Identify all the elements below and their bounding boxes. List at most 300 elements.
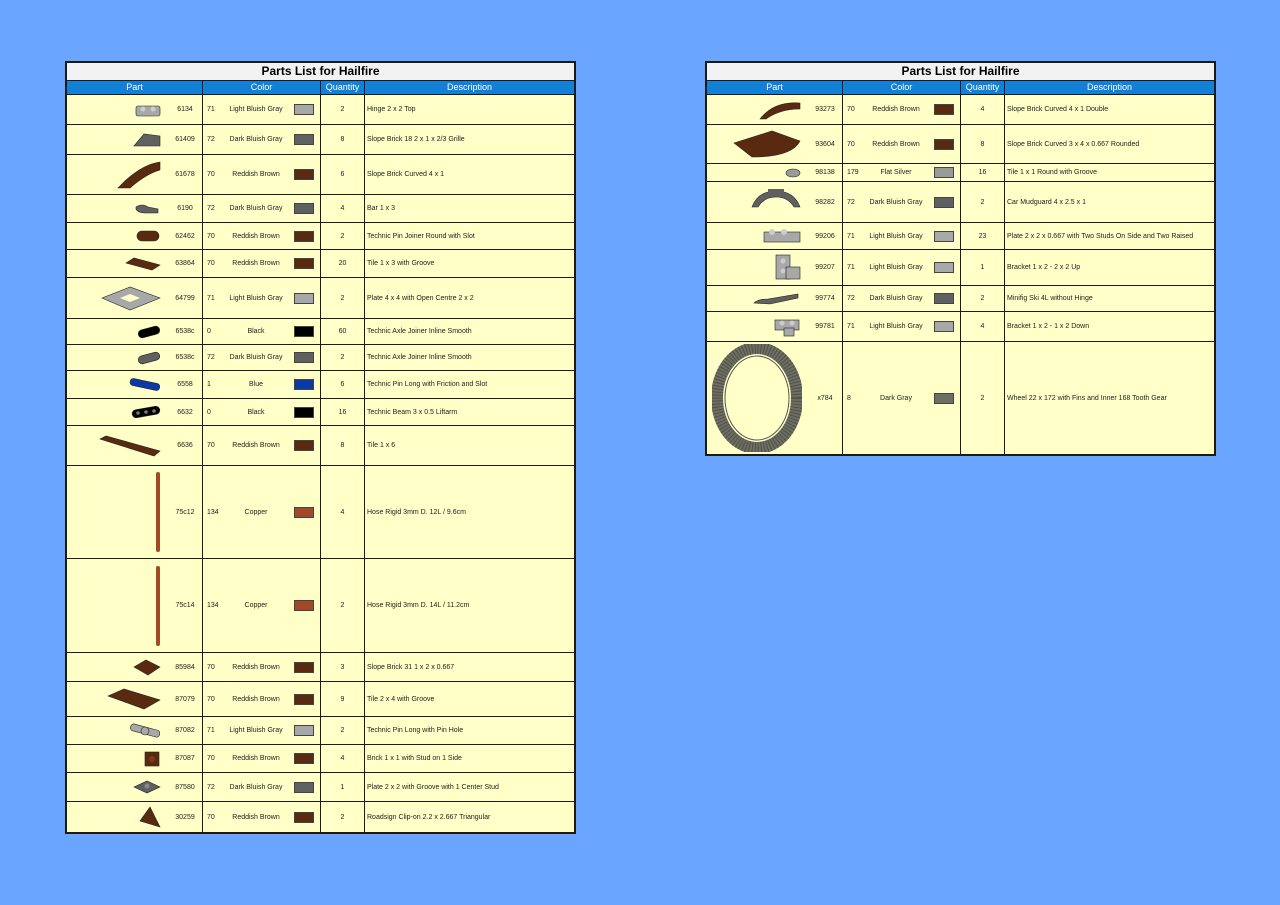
color-swatch	[934, 231, 954, 242]
color-cell	[843, 95, 961, 124]
color-cell	[203, 223, 321, 249]
brick-stud-brown-icon	[67, 745, 168, 772]
color-name: Reddish Brown	[232, 695, 280, 703]
quantity: 1	[961, 250, 1005, 285]
table-row	[67, 465, 574, 558]
color-cell	[203, 745, 321, 772]
part-number: 63864	[175, 260, 195, 267]
description: Roadsign Clip-on 2.2 x 2.667 Triangular	[367, 813, 491, 821]
quantity: 2	[321, 559, 365, 652]
quantity: 8	[321, 125, 365, 154]
part-cell	[67, 399, 203, 425]
table-row	[67, 744, 574, 772]
part-number: 30259	[175, 813, 195, 821]
color-id: 134	[207, 602, 219, 609]
quantity: 4	[321, 466, 365, 558]
long-tile-brown-icon	[67, 426, 168, 465]
color-name: Dark Gray	[880, 394, 912, 402]
part-number: 61409	[175, 136, 195, 143]
part-number: 6190	[177, 205, 193, 212]
color-cell	[203, 345, 321, 370]
header-quantity: Quantity	[961, 81, 1005, 94]
part-cell	[67, 319, 203, 344]
part-cell	[67, 250, 203, 277]
table-row	[707, 94, 1214, 124]
quantity: 6	[321, 155, 365, 194]
color-cell	[843, 182, 961, 222]
color-name: Reddish Brown	[232, 755, 280, 762]
parts-list-title: Parts List for Hailfire	[67, 63, 574, 81]
color-cell	[843, 342, 961, 454]
color-name: Light Bluish Gray	[869, 264, 923, 271]
color-cell	[203, 155, 321, 194]
quantity: 2	[961, 342, 1005, 454]
part-number: 87580	[175, 783, 195, 791]
part-number: 75c14	[175, 602, 195, 609]
color-name: Light Bluish Gray	[229, 727, 283, 734]
gear-wheel-dark-icon	[707, 342, 808, 454]
table-header	[707, 81, 1214, 94]
color-id: 72	[847, 198, 855, 206]
description: Hose Rigid 3mm D. 14L / 11.2cm	[367, 602, 470, 609]
header-part: Part	[67, 81, 203, 94]
table-row	[67, 772, 574, 801]
color-swatch	[294, 379, 314, 390]
color-name: Light Bluish Gray	[869, 232, 923, 240]
color-name: Reddish Brown	[232, 232, 280, 240]
color-name: Reddish Brown	[232, 442, 280, 449]
color-swatch	[934, 321, 954, 332]
color-swatch	[294, 134, 314, 145]
color-cell	[203, 195, 321, 222]
color-id: 70	[207, 663, 215, 671]
color-name: Flat Silver	[880, 169, 912, 176]
color-cell	[203, 682, 321, 716]
quantity: 2	[321, 223, 365, 249]
color-swatch	[934, 393, 954, 404]
parts-list-title: Parts List for Hailfire	[707, 63, 1214, 81]
table-row	[707, 341, 1214, 454]
bracket-up-gray-icon	[707, 250, 808, 285]
color-cell	[203, 717, 321, 744]
color-cell	[843, 312, 961, 341]
color-swatch	[294, 782, 314, 793]
part-cell	[707, 223, 843, 249]
color-id: 70	[207, 755, 215, 762]
parts-table-body	[67, 94, 574, 832]
color-id: 72	[847, 295, 855, 302]
color-id: 0	[207, 328, 211, 335]
color-swatch	[294, 203, 314, 214]
part-cell	[707, 95, 843, 124]
tile-brown-icon	[67, 250, 168, 277]
quantity: 8	[321, 426, 365, 465]
quantity: 4	[321, 195, 365, 222]
quantity: 4	[961, 312, 1005, 341]
quantity: 16	[961, 164, 1005, 181]
header-color: Color	[203, 81, 321, 94]
color-id: 71	[207, 727, 215, 734]
quantity: 2	[321, 717, 365, 744]
color-swatch	[294, 753, 314, 764]
color-name: Light Bluish Gray	[229, 106, 283, 113]
description: Technic Axle Joiner Inline Smooth	[367, 328, 472, 335]
table-row	[67, 652, 574, 681]
color-id: 70	[207, 260, 215, 267]
color-swatch	[294, 694, 314, 705]
color-swatch	[294, 352, 314, 363]
part-cell	[67, 653, 203, 681]
ski-dark-icon	[707, 286, 808, 311]
part-number: 6636	[177, 442, 193, 449]
table-header	[67, 81, 574, 94]
color-name: Dark Bluish Gray	[869, 295, 923, 302]
color-name: Dark Bluish Gray	[229, 136, 283, 143]
description: Brick 1 x 1 with Stud on 1 Side	[367, 755, 462, 762]
part-cell	[67, 125, 203, 154]
curved-double-brown-icon	[707, 95, 808, 124]
color-name: Copper	[244, 602, 268, 609]
quantity: 23	[961, 223, 1005, 249]
description: Tile 2 x 4 with Groove	[367, 695, 435, 703]
part-cell	[707, 125, 843, 163]
part-number: 6558	[177, 381, 193, 388]
color-id: 70	[207, 171, 215, 178]
color-cell	[843, 223, 961, 249]
color-cell	[843, 250, 961, 285]
quantity: 2	[321, 95, 365, 124]
color-swatch	[294, 258, 314, 269]
axle-joiner-black-icon	[67, 319, 168, 344]
part-cell	[67, 278, 203, 318]
color-id: 71	[207, 294, 215, 302]
description: Bar 1 x 3	[367, 205, 396, 212]
description: Technic Pin Joiner Round with Slot	[367, 232, 475, 240]
jumper-plate-dark-icon	[67, 773, 168, 801]
table-row	[67, 318, 574, 344]
axle-joiner-dark-icon	[67, 345, 168, 370]
color-swatch	[294, 231, 314, 242]
table-row	[707, 285, 1214, 311]
table-row	[707, 222, 1214, 249]
table-row	[67, 277, 574, 318]
color-swatch	[294, 169, 314, 180]
part-cell	[67, 682, 203, 716]
round-tile-silver-icon	[707, 164, 808, 181]
part-cell	[707, 164, 843, 181]
color-swatch	[294, 440, 314, 451]
quantity: 4	[321, 745, 365, 772]
table-row	[67, 94, 574, 124]
bar-dark-icon	[67, 195, 168, 222]
hose-copper-icon	[67, 466, 168, 558]
color-id: 70	[207, 813, 215, 821]
part-number: 99781	[815, 323, 835, 330]
part-cell	[67, 717, 203, 744]
open-plate-gray-icon	[67, 278, 168, 318]
description: Slope Brick Curved 4 x 1 Double	[1007, 106, 1109, 113]
liftarm-black-icon	[67, 399, 168, 425]
part-number: 6632	[177, 408, 193, 416]
part-cell	[707, 286, 843, 311]
part-cell	[67, 802, 203, 832]
color-id: 70	[207, 442, 215, 449]
color-id: 71	[847, 264, 855, 271]
header-description: Description	[1086, 82, 1133, 92]
header-color: Color	[843, 81, 961, 94]
color-id: 72	[207, 783, 215, 791]
part-number: 99206	[815, 232, 835, 240]
color-name: Copper	[244, 508, 268, 516]
color-swatch	[934, 262, 954, 273]
pin-long-blue-icon	[67, 371, 168, 398]
plate-gray-icon	[67, 95, 168, 124]
quantity: 4	[961, 95, 1005, 124]
description: Plate 2 x 2 x 0.667 with Two Studs On Side and Two Raised	[1007, 232, 1194, 240]
curved-rounded-brown-icon	[707, 125, 808, 163]
description: Plate 4 x 4 with Open Centre 2 x 2	[367, 294, 474, 302]
color-id: 70	[847, 140, 855, 148]
color-cell	[203, 95, 321, 124]
quantity: 60	[321, 319, 365, 344]
color-name: Reddish Brown	[872, 140, 920, 148]
description: Plate 2 x 2 with Groove with 1 Center Stud	[367, 783, 499, 791]
parts-table-body	[707, 94, 1214, 454]
description: Hose Rigid 3mm D. 12L / 9.6cm	[367, 508, 466, 516]
quantity: 6	[321, 371, 365, 398]
color-cell	[843, 286, 961, 311]
table-row	[707, 311, 1214, 341]
color-cell	[203, 250, 321, 277]
pin-joiner-brown-icon	[67, 223, 168, 249]
part-number: 98138	[815, 169, 835, 176]
color-name: Reddish Brown	[232, 813, 280, 821]
part-number: 75c12	[175, 508, 195, 516]
quantity: 2	[321, 278, 365, 318]
color-id: 70	[207, 232, 215, 240]
color-cell	[203, 773, 321, 801]
color-name: Reddish Brown	[232, 663, 280, 671]
color-id: 71	[207, 106, 215, 113]
color-id: 71	[847, 232, 855, 240]
part-number: 6538c	[175, 328, 195, 335]
color-swatch	[294, 507, 314, 518]
color-cell	[843, 164, 961, 181]
quantity: 8	[961, 125, 1005, 163]
table-row	[707, 163, 1214, 181]
table-row	[67, 124, 574, 154]
table-row	[67, 249, 574, 277]
table-row	[67, 194, 574, 222]
color-id: 72	[207, 354, 215, 361]
color-name: Reddish Brown	[232, 260, 280, 267]
wide-tile-brown-icon	[67, 682, 168, 716]
color-name: Reddish Brown	[872, 106, 920, 113]
part-cell	[707, 312, 843, 341]
color-name: Light Bluish Gray	[869, 323, 923, 330]
table-row	[67, 801, 574, 832]
table-row	[707, 249, 1214, 285]
description: Slope Brick 18 2 x 1 x 2/3 Grille	[367, 136, 465, 143]
roadsign-brown-icon	[67, 802, 168, 832]
quantity: 9	[321, 682, 365, 716]
table-row	[707, 181, 1214, 222]
table-row	[67, 425, 574, 465]
part-cell	[67, 371, 203, 398]
color-id: 179	[847, 169, 859, 176]
part-number: 87082	[175, 727, 195, 734]
part-cell	[67, 345, 203, 370]
pin-hole-gray-icon	[67, 717, 168, 744]
description: Tile 1 x 3 with Groove	[367, 260, 435, 267]
part-number: 61678	[175, 171, 195, 178]
color-name: Light Bluish Gray	[229, 294, 283, 302]
color-swatch	[934, 293, 954, 304]
description: Slope Brick 31 1 x 2 x 0.667	[367, 663, 455, 671]
part-cell	[67, 223, 203, 249]
color-name: Dark Bluish Gray	[229, 783, 283, 791]
part-cell	[707, 182, 843, 222]
part-number: 99774	[815, 295, 835, 302]
color-swatch	[294, 293, 314, 304]
description: Technic Beam 3 x 0.5 Liftarm	[367, 408, 458, 416]
color-id: 8	[847, 394, 851, 402]
description: Bracket 1 x 2 - 1 x 2 Down	[1007, 323, 1090, 330]
part-cell	[67, 745, 203, 772]
description: Bracket 1 x 2 - 2 x 2 Up	[1007, 264, 1081, 271]
color-cell	[203, 802, 321, 832]
quantity: 2	[961, 182, 1005, 222]
hose-copper-icon	[67, 559, 168, 652]
color-cell	[843, 125, 961, 163]
color-id: 0	[207, 408, 211, 416]
color-id: 70	[207, 695, 215, 703]
table-row	[707, 124, 1214, 163]
description: Technic Axle Joiner Inline Smooth	[367, 354, 472, 361]
part-cell	[707, 250, 843, 285]
table-row	[67, 681, 574, 716]
part-number: 99207	[815, 264, 835, 271]
part-number: 87079	[175, 695, 195, 703]
parts-list-left	[65, 61, 576, 834]
part-number: 93273	[815, 106, 835, 113]
slope-dark-icon	[67, 125, 168, 154]
color-swatch	[294, 104, 314, 115]
plate-side-gray-icon	[707, 223, 808, 249]
part-cell	[67, 195, 203, 222]
color-name: Black	[247, 328, 265, 335]
part-cell	[707, 342, 843, 454]
part-number: 85984	[175, 663, 195, 671]
color-id: 72	[207, 136, 215, 143]
bracket-down-gray-icon	[707, 312, 808, 341]
part-cell	[67, 466, 203, 558]
color-swatch	[934, 197, 954, 208]
part-number: 6538c	[175, 354, 195, 361]
color-swatch	[294, 725, 314, 736]
color-id: 134	[207, 508, 219, 516]
header-part: Part	[707, 81, 843, 94]
color-swatch	[294, 812, 314, 823]
table-row	[67, 154, 574, 194]
part-cell	[67, 773, 203, 801]
color-cell	[203, 278, 321, 318]
quantity: 20	[321, 250, 365, 277]
color-name: Dark Bluish Gray	[229, 354, 283, 361]
color-cell	[203, 653, 321, 681]
color-swatch	[934, 104, 954, 115]
color-name: Reddish Brown	[232, 171, 280, 178]
quantity: 2	[321, 802, 365, 832]
color-cell	[203, 125, 321, 154]
part-cell	[67, 155, 203, 194]
color-cell	[203, 559, 321, 652]
part-number: 87087	[175, 755, 195, 762]
color-cell	[203, 426, 321, 465]
part-cell	[67, 559, 203, 652]
color-swatch	[294, 662, 314, 673]
description: Technic Pin Long with Friction and Slot	[367, 381, 488, 388]
color-id: 1	[207, 381, 211, 388]
table-row	[67, 222, 574, 249]
table-row	[67, 558, 574, 652]
table-row	[67, 344, 574, 370]
description: Car Mudguard 4 x 2.5 x 1	[1007, 198, 1086, 206]
description: Hinge 2 x 2 Top	[367, 106, 416, 113]
part-number: 98282	[815, 198, 835, 206]
color-cell	[203, 319, 321, 344]
slope-brown-icon	[67, 653, 168, 681]
table-row	[67, 370, 574, 398]
part-cell	[67, 95, 203, 124]
color-id: 71	[847, 323, 855, 330]
description: Tile 1 x 6	[367, 442, 396, 449]
color-id: 70	[847, 106, 855, 113]
color-swatch	[294, 326, 314, 337]
part-number: 62462	[175, 232, 195, 240]
color-cell	[203, 399, 321, 425]
header-description: Description	[446, 82, 493, 92]
part-cell	[67, 426, 203, 465]
description: Slope Brick Curved 4 x 1	[367, 171, 445, 178]
color-swatch	[934, 167, 954, 178]
part-number: 64799	[175, 294, 195, 302]
color-name: Dark Bluish Gray	[869, 198, 923, 206]
quantity: 1	[321, 773, 365, 801]
color-swatch	[934, 139, 954, 150]
mudguard-dark-icon	[707, 182, 808, 222]
description: Technic Pin Long with Pin Hole	[367, 727, 464, 734]
quantity: 3	[321, 653, 365, 681]
description: Wheel 22 x 172 with Fins and Inner 168 Tooth Gear	[1007, 394, 1167, 402]
curved-slope-brown-icon	[67, 155, 168, 194]
color-swatch	[294, 407, 314, 418]
color-name: Black	[247, 408, 265, 416]
part-number: 93604	[815, 140, 835, 148]
table-row	[67, 716, 574, 744]
color-id: 72	[207, 205, 215, 212]
color-name: Blue	[248, 381, 263, 388]
part-number: 6134	[177, 106, 193, 113]
parts-list-right	[705, 61, 1216, 456]
table-row	[67, 398, 574, 425]
color-cell	[203, 466, 321, 558]
quantity: 2	[961, 286, 1005, 311]
color-swatch	[294, 600, 314, 611]
description: Tile 1 x 1 Round with Groove	[1007, 169, 1098, 176]
quantity: 2	[321, 345, 365, 370]
color-cell	[203, 371, 321, 398]
